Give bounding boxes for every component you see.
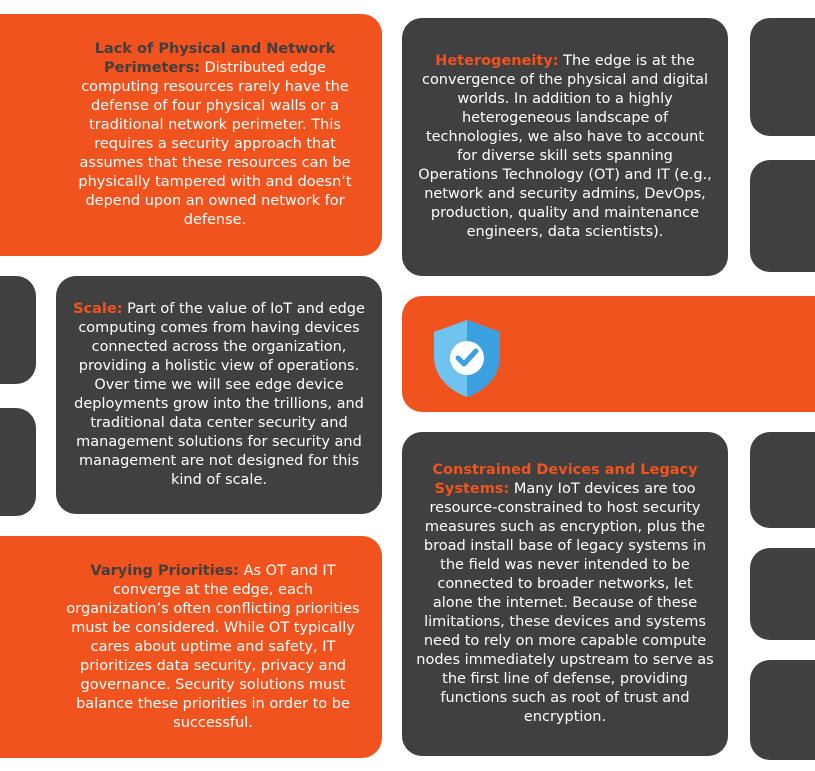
card-perimeters-body: Distributed edge computing resources rarely have the defense of four physical walls or a traditional network perimeter. This requires a security approach that assumes that these resources can be physically tampered with and doesn’t depend upon an owned network for defense. [78, 60, 352, 228]
shield-check-icon [430, 318, 504, 398]
card-perimeters-text [64, 40, 366, 230]
card-priorities-body: As OT and IT converge at the edge, each organization’s often conflicting priorities must be considered. While OT typically cares about uptime and safety, IT prioritizes data security, privacy and governance. Security solutions must balance these priorities in order to be successful. [66, 562, 360, 731]
card-heterogeneity-heading: Heterogeneity: [435, 53, 559, 69]
edge-card-right-5 [750, 660, 815, 760]
card-perimeters-heading: Lack of Physical and Network Perimeters: [94, 41, 336, 76]
edge-card-right-3 [750, 432, 815, 528]
card-priorities [0, 536, 382, 758]
card-priorities-text [60, 562, 366, 733]
card-constrained-body: Many IoT devices are too resource-constrained to host security measures such as encryption, plus the broad install base of legacy systems in the field was never intended to be connected to broader networks, let alone the internet. Because of these limitations, these devices and systems need to rely on more capable compute nodes immediately upstream to serve as the first line of defense, providing functions such as root of trust and encryption. [416, 481, 714, 725]
edge-card-left-2 [0, 408, 36, 516]
card-priorities-heading: Varying Priorities: [90, 562, 239, 579]
card-heterogeneity-body: The edge is at the convergence of the physical and digital worlds. In addition to a highly heterogeneous landscape of technologies, we also have to account for diverse skill sets spanning Operations Technology (OT) and IT (e.g., network and security admins, DevOps, production, quality and maintenance engineers, data scientists). [418, 53, 712, 240]
card-scale-text [70, 300, 368, 490]
card-scale-heading: Scale: [73, 301, 123, 317]
edge-card-left-1 [0, 276, 36, 384]
edge-card-right-2 [750, 160, 815, 272]
card-perimeters [0, 14, 382, 256]
card-constrained-text [416, 461, 714, 727]
card-heterogeneity-text [416, 52, 714, 242]
card-heterogeneity [402, 18, 728, 276]
card-scale-body: Part of the value of IoT and edge computing comes from having devices connected across the organization, providing a holistic view of operations. Over time we will see edge device deployments grow into the trillions, and traditional data center security and management solutions for security and management are not designed for this kind of scale. [74, 301, 365, 488]
edge-card-right-1 [750, 18, 815, 136]
shield-panel [402, 296, 815, 412]
edge-card-right-4 [750, 548, 815, 640]
card-constrained-heading: Constrained Devices and Legacy Systems: [432, 462, 698, 497]
card-constrained [402, 432, 728, 756]
card-scale [56, 276, 382, 514]
